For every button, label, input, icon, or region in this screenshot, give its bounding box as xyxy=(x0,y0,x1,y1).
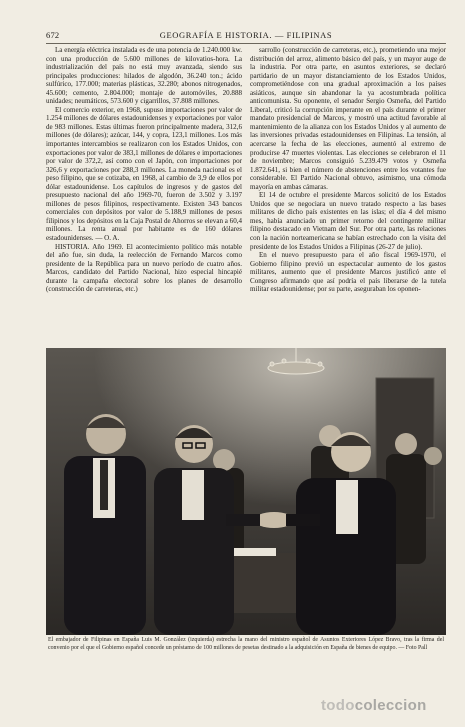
paragraph-history xyxy=(46,243,242,294)
todocoleccion-watermark: todocoleccion xyxy=(321,697,427,714)
news-photo xyxy=(46,348,446,635)
left-column xyxy=(46,46,242,344)
paragraph-energy: La energía eléctrica instalada es de una potencia de 1.240.000 kw. con una producción de 5.600 millones de kilovatios-hora. La industrialización del país no está muy avanzada, siendo sus principales producciones: hilados de algodón, 36.240 ton.; ácido sulfúrico, 177.000; materias plásticas, 32.280; abonos nitrogenados, 45.600; cemento, 2.804.000; montaje de automóviles, 20.888 unidades; neumáticos, 573.600 y cigarrillos, 37.808 millones. xyxy=(46,46,242,106)
photo-caption: El embajador de Filipinas en España Luis M. González (izquierda) estrecha la mano del ministro español de Asuntos Exteriores López Bravo, tras la firma del convenio por el que el Gobierno español concede un préstamo de 100 millones de pesetas destinado a la adquisición en España de bienes de equipo. — Foto Pall xyxy=(48,637,444,651)
paragraph-campaign: sarrollo (construcción de carreteras, etc.), prometiendo una mejor distribución del arroz, alimento básico del país, y un mayor auge de la industria. Por otra parte, en asuntos exteriores, se declaró partidario de un mayor distanciamiento de los Estados Unidos, comprometiéndose con una gradual aproximación a los países asiáticos, aunque sin abandonar la ya acostumbrada política anticomunista. Su oponente, el senador Sergio Osmeña, del Partido Liberal, criticó la corrupción imperante en el país durante el primer mandato presidencial de Marcos, y mostró una actitud favorable al mantenimiento de la alianza con los Estados Unidos y al aumento de las inversiones privadas estadounidenses en Filipinas. La tensión, al acercarse la fecha de las elecciones, aumentó al extremo de producirse 47 muertes violentas. Las elecciones se celebraron el 11 de noviembre; Marcos consiguió 5.239.479 votos y Osmeña 1.872.641, si bien el número de abstenciones entre los votantes fue considerable. El Partido Nacional obtuvo, asimismo, una cómoda mayoría en ambas cámaras. xyxy=(250,46,446,191)
paragraph-treaty: El 14 de octubre el presidente Marcos solicitó de los Estados Unidos que se negociara un nuevo tratado respecto a las bases militares de dicho país existentes en las islas; el día 4 del mismo mes, había anunciado un primer retorno del contingente militar filipino destacado en Vietnam del Sur. Por otra parte, las relaciones con la nación norteamericana se habían estrechado con la visita del presidente de los Estados Unidos a Filipinas (26-27 de julio). xyxy=(250,191,446,251)
right-column xyxy=(250,46,446,344)
header-title: GEOGRAFÍA E HISTORIA. — FILIPINAS xyxy=(159,30,333,40)
paragraph-budget: En el nuevo presupuesto para el año fiscal 1969-1970, el Gobierno filipino previó un espectacular aumento de los gastos militares, aumento que el presidente Marcos justificó ante el Congreso afirmando que así podría el país liberarse de la tutela militar estadounidense; por su parte, aseguraban los oponen- xyxy=(250,251,446,294)
page-number: 672 xyxy=(46,30,60,40)
paragraph-trade: El comercio exterior, en 1968, supuso importaciones por valor de 1.254 millones de dólares estadounidenses y exportaciones por valor de 983 millones. Estas últimas fueron principalmente madera, 312,6 millones (de dólares); azúcar, 144, y copra, 123,1 millones. Los más importantes intercambios se realizaron con los Estados Unidos, con exportaciones por valor de 383,1 millones de dólares e importaciones por valor de 372,2, así como con el Japón, con importaciones por 326,6 y exportaciones por 288,3 millones. La moneda nacional es el peso filipino, que se cotizaba, en 1968, al cambio de 3,9 de ellos por dólar estadounidense. Los capítulos de ingresos y de gastos del presupuesto nacional del año 1969-70, fueron de 3.502 y 3.197 millones de pesos filipinos, respectivamente. Existen 343 bancos comerciales con depósitos por valor de 5.188,9 millones de pesos filipinos y los depósitos en la Caja Postal de Ahorros se elevan a 60,4 millones. La renta anual por habitante es de 160 dólares estadounidenses. — O. A. xyxy=(46,105,242,243)
header-rule xyxy=(46,43,446,44)
history-label: HISTORIA. Año 1969. xyxy=(55,242,124,251)
photo-illustration xyxy=(46,348,446,635)
running-header xyxy=(46,30,446,44)
history-text: El acontecimiento político más notable del año fue, sin duda, la reelección de Fernando Marcos como presidente de la República para un nuevo período de cuatro años. Marcos, candidato del Partido Nacional, hizo especial hincapié durante la campaña electoral sobre los planes de desarrollo (construcción de carreteras, etc.) xyxy=(46,242,242,294)
